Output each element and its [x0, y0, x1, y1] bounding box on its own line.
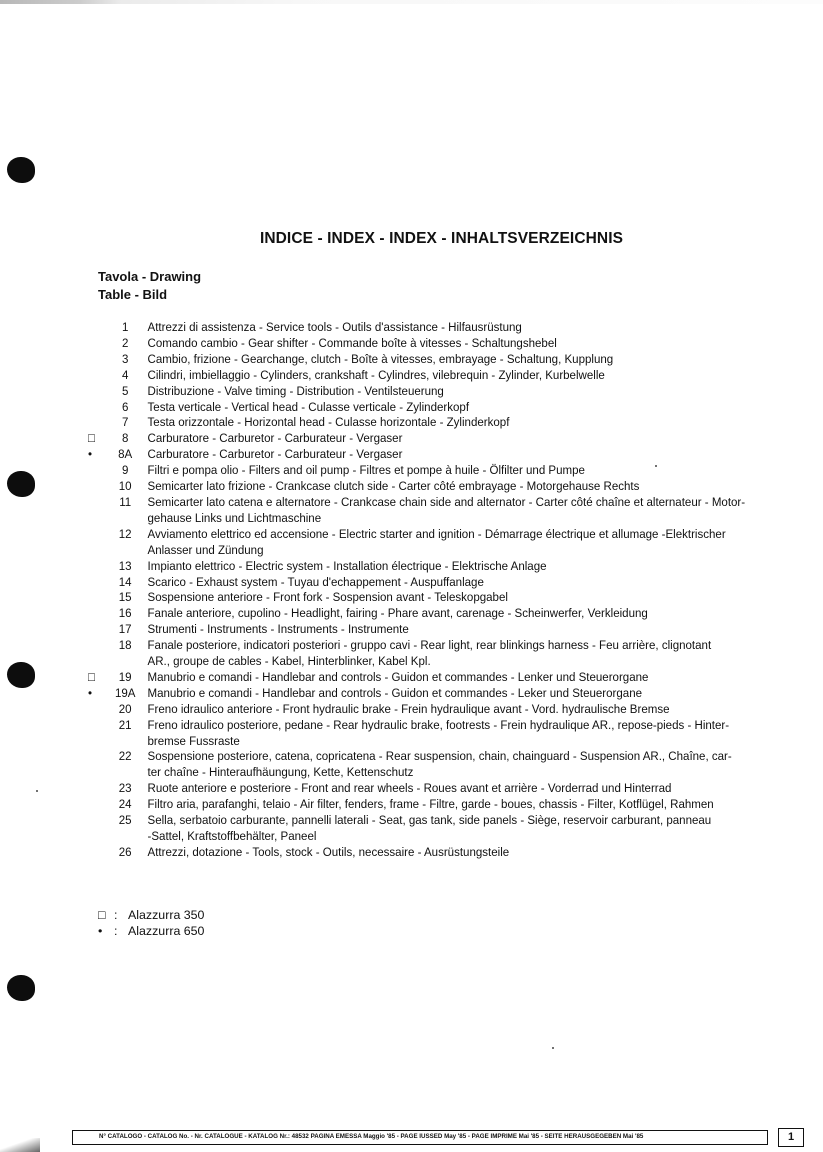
entry-number: 20	[118, 701, 132, 716]
entry-number-cell	[88, 813, 148, 845]
entry-number-cell	[88, 606, 148, 622]
index-entry	[88, 431, 787, 447]
binder-hole-3	[7, 662, 35, 688]
index-entry	[88, 590, 787, 606]
index-entry	[88, 813, 787, 845]
entry-description-line: Freno idraulico anteriore - Front hydraulic brake - Frein hydraulique avant - Vord. hydraulische Bremse	[147, 701, 670, 716]
entry-number-cell	[88, 336, 148, 352]
entry-number-cell	[88, 797, 148, 813]
entry-number: 12	[118, 526, 132, 541]
entry-number: 10	[118, 479, 132, 494]
entry-description-line: Filtro aria, parafanghi, telaio - Air filter, fenders, frame - Filtre, garde - boues, chassis - Filter, Kotflügel, Rahmen	[147, 797, 714, 812]
entry-description-line: AR., groupe de cables - Kabel, Hinterblinker, Kabel Kpl.	[147, 654, 431, 669]
square-marker-icon: □	[88, 669, 95, 684]
entry-number-cell	[88, 320, 148, 336]
entry-number: 8	[121, 431, 129, 446]
entry-number-cell	[88, 400, 148, 416]
entry-description	[148, 813, 788, 845]
scan-corner-shadow	[0, 1138, 40, 1152]
entry-number-cell	[88, 749, 148, 781]
entry-description-line: bremse Fussraste	[147, 733, 240, 748]
entry-number: 24	[118, 797, 132, 812]
entry-description	[148, 479, 788, 495]
entry-number: 17	[118, 622, 132, 637]
entry-number-cell	[88, 447, 148, 463]
scan-top-edge	[0, 0, 823, 4]
scan-speck	[552, 1047, 554, 1049]
entry-number-cell	[88, 431, 148, 447]
binder-hole-4	[7, 975, 35, 1001]
entry-description-line: Testa verticale - Vertical head - Culasse verticale - Zylinderkopf	[147, 399, 470, 414]
entry-number-cell	[88, 415, 148, 431]
entry-number: 21	[118, 717, 132, 732]
entry-description	[148, 463, 788, 479]
entry-number: 13	[118, 558, 132, 573]
entry-description	[148, 527, 788, 559]
index-entry	[88, 781, 787, 797]
entry-description-line: Attrezzi, dotazione - Tools, stock - Outils, necessaire - Ausrüstungsteile	[147, 844, 510, 859]
entry-description-line: Strumenti - Instruments - Instruments - Instrumente	[147, 622, 409, 637]
legend-colon: :	[114, 908, 118, 922]
entry-number: 16	[118, 606, 132, 621]
entry-number: 14	[118, 574, 132, 589]
index-entry	[88, 670, 787, 686]
index-entry	[88, 368, 787, 384]
index-entry	[88, 797, 787, 813]
entry-number: 2	[121, 335, 129, 350]
entry-description-line: Cambio, frizione - Gearchange, clutch - Boîte à vitesses, embrayage - Schaltung, Kupplung	[147, 351, 614, 366]
entry-description	[148, 447, 788, 463]
index-entry	[88, 606, 787, 622]
entry-description-line: -Sattel, Kraftstoffbehälter, Paneel	[147, 829, 317, 843]
entry-description-line: Carburatore - Carburetor - Carburateur - Vergaser	[147, 431, 403, 446]
entry-number: 23	[118, 781, 132, 796]
entry-description	[148, 797, 788, 813]
index-entry	[88, 575, 787, 591]
legend-item	[98, 924, 204, 940]
entry-description-line: Sospensione posteriore, catena, copricatena - Rear suspension, chain, chainguard - Suspension AR., Chaîne, car-	[147, 749, 732, 764]
entry-description	[148, 368, 788, 384]
entry-number-cell	[88, 702, 148, 718]
entry-number: 19	[118, 669, 132, 684]
entry-description-line: Impianto elettrico - Electric system - Installation électrique - Elektrische Anlage	[147, 558, 547, 573]
entry-description	[148, 352, 788, 368]
entry-number-cell	[88, 527, 148, 559]
entry-description-line: Comando cambio - Gear shifter - Commande boîte à vitesses - Schaltungshebel	[147, 335, 557, 350]
legend	[98, 908, 204, 939]
entry-description	[148, 845, 788, 861]
entry-description-line: Cilindri, imbiellaggio - Cylinders, crankshaft - Cylindres, vilebrequin - Zylinder, Kurbelwelle	[147, 367, 605, 382]
square-marker-icon: □	[88, 431, 95, 446]
entry-number: 9	[121, 463, 129, 478]
entry-number: 18	[118, 638, 132, 653]
column-header-line-1: Tavola - Drawing	[98, 269, 202, 284]
entry-description-line: Sospensione anteriore - Front fork - Sospension avant - Teleskopgabel	[147, 590, 508, 605]
entry-description	[148, 415, 788, 431]
entry-description-line: Scarico - Exhaust system - Tuyau d'echappement - Auspuffanlage	[147, 574, 484, 589]
entry-description	[148, 718, 788, 750]
entry-number-cell	[88, 845, 148, 861]
entry-number: 5	[121, 383, 129, 398]
index-entry	[88, 702, 787, 718]
entry-description-line: ter chaîne - Hinteraufhäungung, Kette, Kettenschutz	[147, 765, 414, 780]
entry-number-cell	[88, 590, 148, 606]
entry-number: 7	[121, 415, 129, 430]
entry-description-line: Testa orizzontale - Horizontal head - Culasse horizontale - Zylinderkopf	[147, 415, 510, 430]
entry-number-cell	[88, 781, 148, 797]
index-entry	[88, 527, 787, 559]
index-entry	[88, 559, 787, 575]
entry-number: 11	[119, 494, 132, 509]
entry-number-cell	[88, 495, 148, 527]
page-number: 1	[778, 1128, 804, 1147]
entry-description-line: Fanale posteriore, indicatori posteriori - gruppo cavi - Rear light, rear blinkings harness - Feu arrière, clignotant	[147, 638, 712, 653]
entry-description	[148, 400, 788, 416]
index-list	[88, 320, 788, 861]
index-entry	[88, 686, 787, 702]
entry-description	[148, 384, 788, 400]
entry-description-line: gehause Links und Lichtmaschine	[147, 510, 322, 525]
entry-description	[148, 686, 788, 702]
entry-number: 15	[118, 590, 132, 605]
entry-description-line: Freno idraulico posteriore, pedane - Rear hydraulic brake, footrests - Frein hydraulique AR., repose-pieds - Hinter-	[147, 717, 730, 732]
bullet-marker-icon: •	[88, 685, 93, 700]
entry-description	[148, 622, 788, 638]
legend-item	[98, 908, 204, 924]
entry-number-cell	[88, 622, 148, 638]
legend-colon: :	[114, 923, 118, 938]
entry-number: 6	[121, 399, 129, 414]
index-entry	[88, 352, 787, 368]
index-entry	[88, 463, 787, 479]
entry-description	[148, 559, 788, 575]
entry-description-line: Manubrio e comandi - Handlebar and controls - Guidon et commandes - Lenker und Steuerorgane	[147, 669, 649, 684]
index-entry	[88, 749, 787, 781]
entry-description	[148, 638, 788, 670]
entry-description	[148, 495, 788, 527]
square-marker-icon: □	[98, 908, 106, 922]
entry-description-line: Ruote anteriore e posteriore - Front and rear wheels - Roues avant et arrière - Vorderrad und Hinterrad	[147, 781, 672, 796]
entry-description-line: Anlasser und Zündung	[147, 542, 264, 557]
entry-description-line: Avviamento elettrico ed accensione - Electric starter and ignition - Démarrage électrique et allumage -Elektrischer	[147, 526, 726, 541]
entry-number-cell	[88, 368, 148, 384]
index-entry	[88, 845, 787, 861]
index-entry	[88, 495, 787, 527]
entry-description	[148, 702, 788, 718]
entry-description	[148, 431, 788, 447]
index-entry	[88, 479, 787, 495]
entry-number-cell	[88, 575, 148, 591]
index-entry	[88, 447, 787, 463]
binder-hole-2	[7, 471, 35, 497]
index-entry	[88, 638, 787, 670]
entry-number: 26	[118, 844, 132, 859]
index-entry	[88, 622, 787, 638]
page-title: INDICE - INDEX - INDEX - INHALTSVERZEICHNIS	[259, 230, 624, 247]
entry-description-line: Carburatore - Carburetor - Carburateur - Vergaser	[147, 447, 403, 462]
entry-description-line: Attrezzi di assistenza - Service tools - Outils d'assistance - Hilfausrüstung	[147, 320, 522, 334]
entry-description	[148, 320, 788, 336]
entry-description	[148, 336, 788, 352]
bullet-marker-icon: •	[88, 447, 93, 462]
entry-description-line: Manubrio e comandi - Handlebar and controls - Guidon et commandes - Leker und Steuerorgane	[147, 685, 643, 700]
bullet-marker-icon: •	[98, 923, 103, 938]
entry-description-line: Semicarter lato frizione - Crankcase clutch side - Carter côté embrayage - Motorgehause Rechts	[147, 479, 640, 494]
entry-number-cell	[88, 479, 148, 495]
entry-number: 4	[121, 367, 129, 382]
entry-number: 1	[121, 320, 129, 334]
index-entry	[88, 400, 787, 416]
entry-description-line: Sella, serbatoio carburante, pannelli laterali - Seat, gas tank, side panels - Siège, reservoir carburant, panneau	[147, 813, 712, 828]
entry-description-line: Filtri e pompa olio - Filters and oil pump - Filtres et pompe à huile - Ölfilter und Pumpe	[147, 463, 585, 478]
entry-description	[148, 781, 788, 797]
entry-number-cell	[88, 670, 148, 686]
catalog-footer: N° CATALOGO - CATALOG No. - Nr. CATALOGUE - KATALOG Nr.: 48532 PAGINA EMESSA Maggio '85 - PAGE IUSSED May '85 - PAGE IMPRIME Mai '85 - SEITE HERAUSGEGEBEN Mai '85	[72, 1130, 768, 1145]
scan-speck	[36, 790, 38, 792]
index-entry	[88, 415, 787, 431]
entry-number-cell	[88, 686, 148, 702]
entry-number-cell	[88, 463, 148, 479]
entry-number-cell	[88, 718, 148, 750]
entry-description	[148, 749, 788, 781]
entry-number: 22	[118, 749, 132, 764]
index-entry	[88, 384, 787, 400]
entry-number: 19A	[114, 685, 136, 700]
entry-number-cell	[88, 559, 148, 575]
entry-description-line: Fanale anteriore, cupolino - Headlight, fairing - Phare avant, carenage - Scheinwerfer, Verkleidung	[147, 606, 648, 621]
index-entry	[88, 336, 787, 352]
entry-number: 3	[121, 351, 129, 366]
column-header-line-2: Table - Bild	[98, 287, 168, 302]
entry-description	[148, 575, 788, 591]
entry-description	[148, 590, 788, 606]
binder-hole-1	[7, 157, 35, 183]
entry-number: 8A	[118, 447, 133, 462]
entry-number-cell	[88, 352, 148, 368]
entry-description	[148, 606, 788, 622]
entry-number: 25	[118, 813, 132, 828]
entry-description-line: Semicarter lato catena e alternatore - Crankcase chain side and alternator - Carter côté chaîne et alternateur - Motor-	[147, 494, 746, 509]
entry-number-cell	[88, 638, 148, 670]
entry-number-cell	[88, 384, 148, 400]
legend-label: Alazzurra 350	[128, 908, 205, 922]
legend-label: Alazzurra 650	[128, 923, 205, 938]
entry-description-line: Distribuzione - Valve timing - Distribution - Ventilsteuerung	[147, 383, 444, 398]
entry-description	[148, 670, 788, 686]
index-entry	[88, 320, 787, 336]
index-entry	[88, 718, 787, 750]
